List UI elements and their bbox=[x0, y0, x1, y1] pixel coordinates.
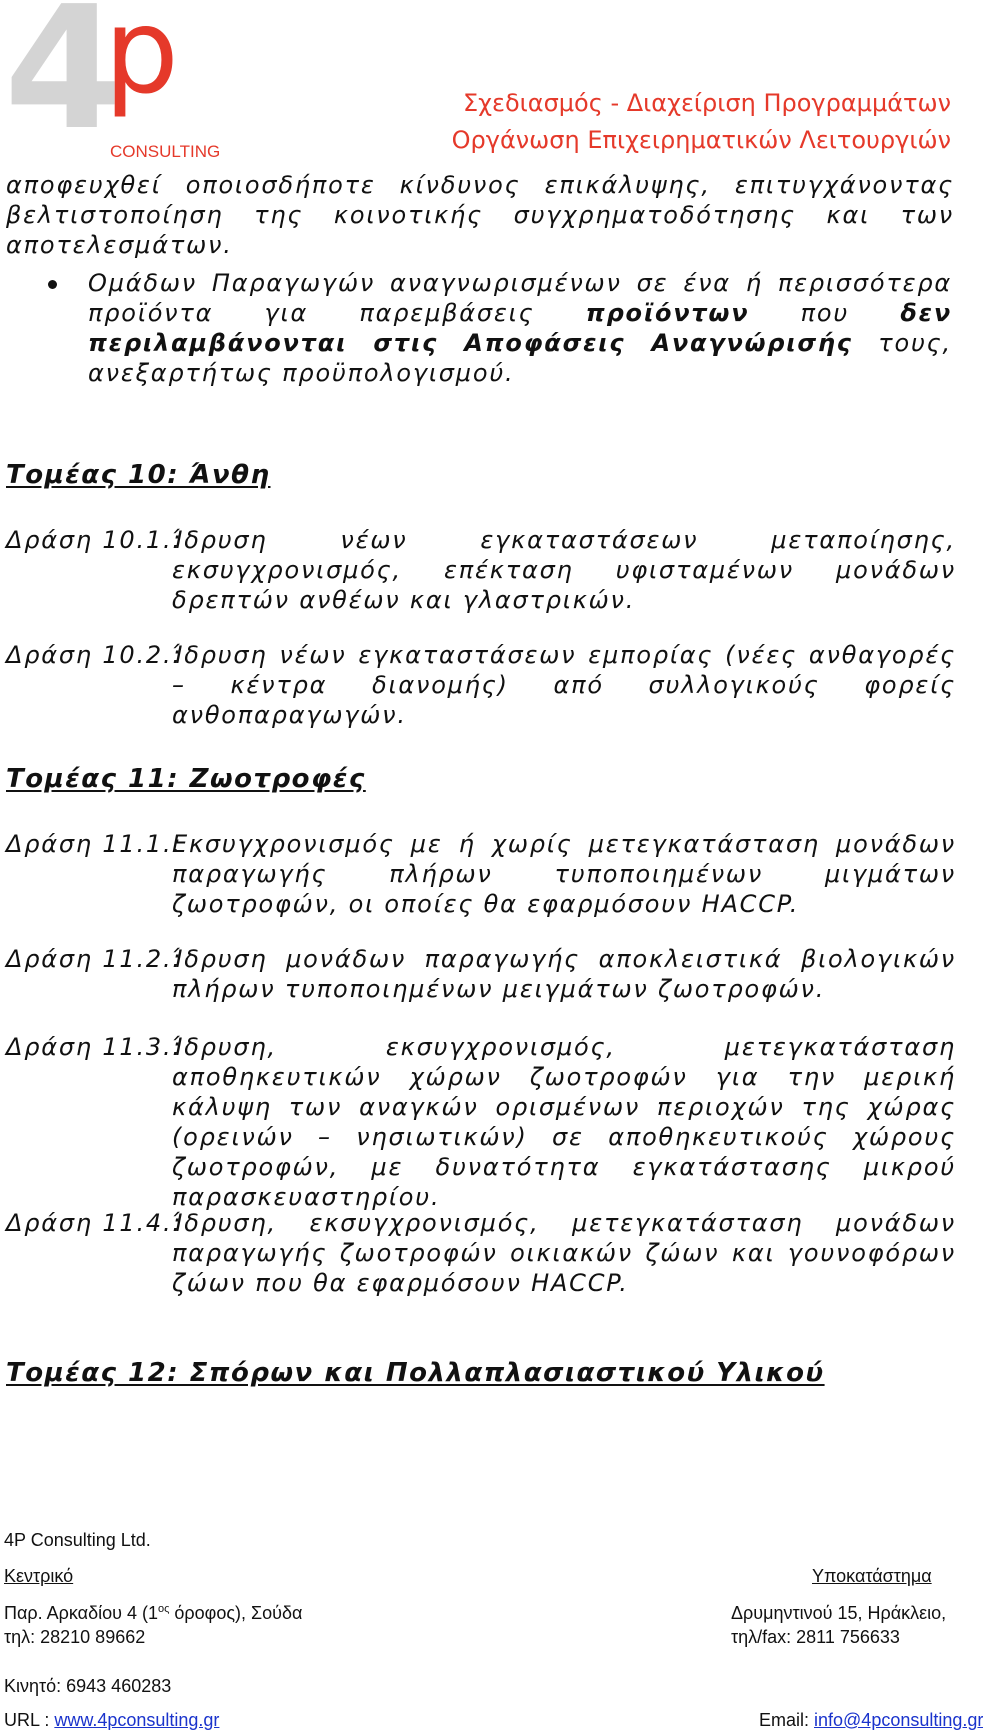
header-tagline-1: Σχεδιασμός - Διαχείριση Προγραμμάτων bbox=[462, 89, 951, 117]
section-heading-12: Τομέας 12: Σπόρων και Πολλαπλασιαστικού Υλικού bbox=[6, 1358, 825, 1388]
company-logo bbox=[4, 0, 234, 168]
action-label: Δράση 10.1.: bbox=[6, 526, 183, 554]
logo-four: 4 bbox=[4, 0, 115, 168]
footer-branch-address: Δρυμηντινού 15, Ηράκλειο, bbox=[731, 1603, 947, 1623]
logo-consulting-text: CONSULTING bbox=[110, 142, 221, 161]
action-label: Δράση 11.4.: bbox=[6, 1209, 183, 1237]
action-text: Ίδρυση, εκσυγχρονισμός, μετεγκατάσταση μονάδων παραγωγής ζωοτροφών οικιακών ζώων και γουνοφόρων ζώων που θα εφαρμόσουν HACCP. bbox=[172, 1209, 956, 1297]
action-label: Δράση 11.1.: bbox=[6, 830, 183, 858]
logo-p: p bbox=[104, 0, 179, 120]
action-label: Δράση 10.2.: bbox=[6, 641, 183, 669]
action-text: Ίδρυση, εκσυγχρονισμός, μετεγκατάσταση αποθηκευτικών χώρων ζωοτροφών για την μερική κάλυψη των αναγκών ορισμένων περιοχών της χώρας (ορεινών – νησιωτικών) σε αποθηκευτικούς χώρους ζωοτροφών, με δυνατότητα εγκατάστασης μικρού παρασκευαστηρίου. bbox=[172, 1033, 956, 1211]
footer-email-line: Email: info@4pconsulting.gr bbox=[759, 1710, 983, 1730]
action-label: Δράση 11.2.: bbox=[6, 945, 183, 973]
footer-hq-phone: τηλ: 28210 89662 bbox=[4, 1627, 146, 1647]
footer-url-line: URL : www.4pconsulting.gr bbox=[4, 1710, 220, 1730]
website-link[interactable]: www.4pconsulting.gr bbox=[54, 1710, 220, 1730]
bullet-text: Ομάδων Παραγωγών αναγνωρισμένων σε ένα ή περισσότερα προϊόντα για παρεμβάσεις προϊόντων που δεν περιλαμβάνονται στις Αποφάσεις Αναγνώρισής τους, ανεξαρτήτως προϋπολογισμού. bbox=[88, 269, 952, 387]
action-text: Ίδρυση νέων εγκαταστάσεων εμπορίας (νέες ανθαγορές – κέντρα διανομής) από συλλογικούς φορείς ανθοπαραγωγών. bbox=[172, 641, 956, 729]
footer-mobile: Κινητό: 6943 460283 bbox=[4, 1676, 172, 1696]
intro-paragraph: αποφευχθεί οποιοσδήποτε κίνδυνος επικάλυψης, επιτυγχάνοντας βελτιστοποίηση της κοινοτικής συγχρηματοδότησης και των αποτελεσμάτων. bbox=[6, 171, 954, 259]
section-heading-11: Τομέας 11: Ζωοτροφές bbox=[6, 764, 366, 794]
action-text: Ίδρυση νέων εγκαταστάσεων μεταποίησης, εκσυγχρονισμός, επέκταση υφισταμένων μονάδων δρεπτών ανθέων και γλαστρικών. bbox=[172, 526, 956, 614]
email-link[interactable]: info@4pconsulting.gr bbox=[814, 1710, 983, 1730]
bullet-dot-icon bbox=[48, 280, 57, 289]
footer-branch-label: Υποκατάστημα bbox=[812, 1566, 932, 1586]
action-label: Δράση 11.3.: bbox=[6, 1033, 183, 1061]
section-heading-10: Τομέας 10: Άνθη bbox=[6, 460, 271, 490]
bullet-bold-products: προϊόντων bbox=[585, 299, 750, 327]
footer-hq-address: Παρ. Αρκαδίου 4 ($1^{o\varsigma}$ όροφος), Σούδα bbox=[4, 1603, 303, 1623]
bullet-bold-not-included: δεν περιλαμβάνονται στις Αποφάσεις Αναγνώρισής bbox=[88, 299, 952, 357]
footer-company: 4P Consulting Ltd. bbox=[4, 1530, 151, 1550]
footer-branch-phone: τηλ/fax: 2811 756633 bbox=[731, 1627, 900, 1647]
action-text: Ίδρυση μονάδων παραγωγής αποκλειστικά βιολογικών πλήρων τυποποιημένων μειγμάτων ζωοτροφών. bbox=[172, 945, 956, 1003]
header-tagline-2: Οργάνωση Επιχειρηματικών Λειτουργιών bbox=[451, 126, 951, 154]
action-text: Εκσυγχρονισμός με ή χωρίς μετεγκατάσταση μονάδων παραγωγής πλήρων τυποποιημένων μιγμάτων ζωοτροφών, οι οποίες θα εφαρμόσουν HACCP. bbox=[172, 830, 956, 918]
footer-hq-label: Κεντρικό bbox=[4, 1566, 74, 1586]
